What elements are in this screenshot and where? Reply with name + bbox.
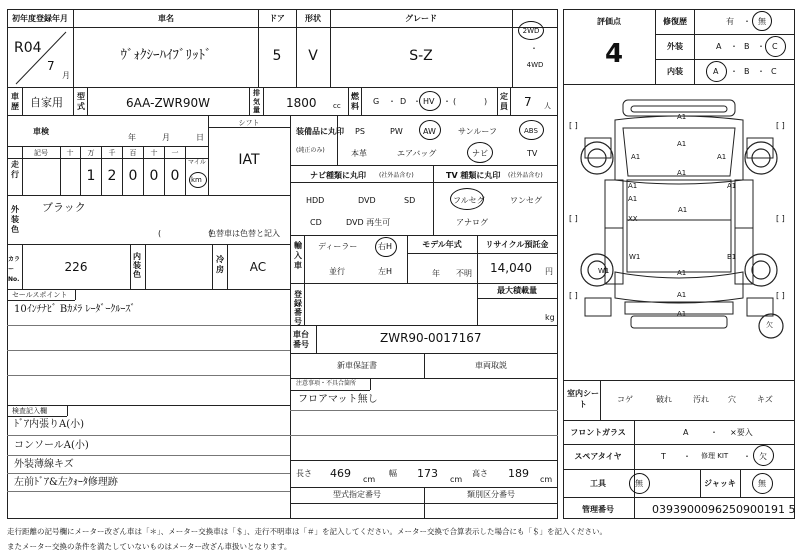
chassis-value: ZWR90-0017167 [380,331,482,345]
mark-5: A1 [677,169,687,177]
equip-abs: ABS [524,127,538,135]
footer-line-2: またメーター交換の条件を満たしていないものはメーター改ざん車扱いとなります。 [7,542,292,551]
mark-17: 欠 [766,321,773,329]
fuel-dot1: ・ [388,97,396,106]
ext-dot1: ・ [730,42,738,51]
ext-a: A [716,42,722,51]
tv-label: TV 種類に丸印 [446,171,501,180]
mark-9: A1 [727,182,737,190]
mileage-mile: マイル [188,159,206,166]
footer-line-1: 走行距離の記号欄にメーター改ざん車は「＊」、メーター交換車は「＄」、走行不明車は「＃」を記入してください。メーター交換で合算表示した場合にも「＄」を記入ください。 [7,527,607,536]
capacity-value: 7 [524,95,532,109]
equip-sunroof: サンルーフ [458,127,497,136]
navi-label: ナビ種類に丸印 [310,171,366,180]
model-year-unit: 年 [432,269,440,278]
first-reg-era: R04 [14,40,42,56]
shift-value: IAT [238,152,260,168]
height-value: 189 [508,467,529,480]
int-b: B [744,67,750,76]
fuel-g: G [373,97,380,106]
mileage-unit-6: 一 [171,149,179,157]
color-no-value: 226 [64,260,88,274]
car-name-value: ｳﾞｫｸｼｰﾊｲﾌﾞﾘｯﾄﾞ [120,48,212,63]
mileage-km: km [191,176,202,184]
int-dot1: ・ [730,67,738,76]
equip-pw: PW [390,127,403,136]
inspection-day-unit: 日 [196,133,204,142]
navi-sublabel: (社外品含む) [379,172,414,179]
repair-dot: ・ [743,17,751,26]
bracket-5: [ ] [569,291,578,300]
spare-missing: 欠 [759,452,767,461]
navi-dvd-play: DVD 再生可 [346,218,391,227]
tv-analog: アナログ [456,218,488,227]
fuel-paren-open: ( [453,97,457,106]
fuel-dot2: ・ [413,97,421,106]
repair-yes: 有 [726,17,734,26]
import-parallel: 並行 [329,267,345,276]
capacity-label: 定員 [500,92,508,111]
sales-text: 10ｲﾝﾁﾅﾋﾞ Bｶﾒﾗ ﾚｰﾀﾞｰｸﾙｰｽﾞ [14,304,136,315]
spare-dot1: ・ [683,452,691,461]
mark-13: B1 [727,253,737,261]
repair-label: 修復歴 [663,17,687,26]
width-label: 幅 [389,469,397,478]
glass-a: A [683,428,689,437]
bracket-2: [ ] [776,121,785,130]
mileage-unit-5: 十 [150,149,158,157]
mark-1: A1 [677,113,687,121]
exterior-label: 外装 [667,42,683,51]
disp-unit: cc [333,102,341,110]
bracket-3: [ ] [569,214,578,223]
model-value: 6AA-ZWR90W [125,96,211,110]
inspector-line-2: コンソールA(小) [14,440,89,451]
int-dot2: ・ [757,67,765,76]
seat-burn: コゲ [617,395,633,404]
jack-value: 無 [758,479,766,488]
tools-value: 無 [635,479,643,488]
door-label: ドア [269,14,285,23]
equipment-label: 装備品に丸印 [296,127,344,136]
shape-value: V [308,48,318,64]
import-dealer: ディーラー [318,242,358,251]
car-diagram [565,88,793,378]
rating-label: 評価点 [597,17,621,26]
left-form-frame [7,9,558,519]
repair-no: 無 [758,17,766,26]
glass-label: フロントガラス [570,428,626,437]
import-right: 右H [378,242,393,251]
mileage-digit-2: 2 [107,168,117,184]
navi-cd: CD [310,218,322,227]
fuel-dot3: ・ [443,97,451,106]
ext-color-paren: ( ) [158,229,213,238]
model-year-label: モデル年式 [422,240,462,249]
warranty-manual: 車両取説 [475,361,507,370]
disp-label: 排気量 [253,89,260,114]
mileage-digit-3: 0 [128,168,138,184]
recycle-label: リサイクル預託金 [485,240,549,249]
recycle-value: 14,040 [490,261,532,275]
length-unit: cm [363,475,376,484]
length-label: 長さ [296,469,312,478]
fuel-label: 燃料 [351,92,359,111]
inspector-line-1: ﾄﾞｱ内張りA(小) [14,419,85,430]
type-no-label: 型式指定番号 [333,490,381,499]
width-unit: cm [450,475,463,484]
mileage-label: 走行 [11,160,19,179]
equip-tv: TV [527,149,538,158]
width-value: 173 [417,467,438,480]
grade-value: S-Z [409,48,433,64]
equip-ps: PS [355,127,365,136]
seat-hole: 穴 [728,395,736,404]
fuel-hv: HV [423,97,435,106]
navi-sd: SD [404,196,416,205]
use-value: 自家用 [30,96,63,109]
bracket-1: [ ] [569,121,578,130]
use-label: 車歴 [11,92,19,111]
spare-t: T [661,452,666,461]
import-left: 左H [378,267,393,276]
mark-2: A1 [677,140,687,148]
fuel-d: D [400,97,407,106]
bracket-4: [ ] [776,214,785,223]
length-value: 469 [330,467,351,480]
mileage-unit-2: 万 [87,149,95,157]
mileage-digit-1: 1 [86,168,96,184]
model-year-unknown: 不明 [456,269,472,278]
mgmt-label: 管理番号 [582,505,614,514]
first-reg-month-unit: 月 [62,71,70,80]
disp-value: 1800 [286,96,317,110]
height-label: 高さ [472,469,488,478]
color-no-label: カラーNo. [8,256,21,283]
mark-7: A1 [628,195,638,203]
mileage-code-label: 記号 [34,149,48,157]
reg-no-label: 登録番号 [294,290,302,326]
drive-4wd: 4WD [526,61,544,69]
equip-aw: AW [423,127,436,136]
door-value: 5 [272,48,282,64]
ext-c: C [772,42,778,51]
weight-unit: kg [545,313,555,322]
drive-dot: ・ [530,44,538,53]
grade-label: グレード [405,14,437,23]
mark-14: A1 [677,269,687,277]
tv-sublabel: (社外品含む) [508,172,543,179]
mileage-unit-4: 百 [129,149,137,157]
inspection-month-unit: 月 [162,133,170,142]
int-c: C [771,67,777,76]
equip-airbag: エアバッグ [397,149,437,158]
tv-oneseg: ワンセグ [510,196,542,205]
fuel-paren-close: ) [484,97,488,106]
mark-12: W1 [598,267,610,275]
shift-label: シフト [238,119,260,127]
ext-color-label: 外装色 [11,205,19,234]
mileage-unit-3: 千 [108,149,116,157]
int-color-label: 内装色 [133,252,141,279]
inspector-line-4: 左前ﾄﾞｱ&左ｸｫｰﾀ修理跡 [14,477,118,488]
inspector-line-3: 外装薄線キズ [14,459,74,470]
shape-label: 形状 [305,14,321,23]
ext-color-value: ブラック [42,201,86,214]
seat-scratch: キズ [757,395,773,404]
navi-hdd: HDD [306,196,325,205]
inspection-label: 車検 [33,127,49,136]
ext-color-note: 色替車は色替と記入 [208,229,280,238]
int-a: A [713,67,719,76]
seat-label: 室内シート [567,389,599,409]
spare-dot2: ・ [743,452,751,461]
spare-label: スペアタイヤ [574,452,622,461]
ext-dot2: ・ [757,42,765,51]
equip-navi: ナビ [472,149,488,158]
car-name-label: 車名 [158,14,174,23]
glass-dot: ・ [710,428,718,437]
mark-8: A1 [678,206,688,214]
bracket-6: [ ] [776,291,785,300]
mark-6: A1 [628,182,638,190]
mark-15: A1 [677,291,687,299]
inspection-year-unit: 年 [128,133,136,142]
first-reg-label: 初年度登録年月 [12,14,68,23]
sales-label: セールスポイント [12,291,68,299]
seat-tear: 破れ [656,395,672,404]
mileage-digit-4: 0 [149,168,159,184]
ac-label: 冷房 [216,255,224,274]
model-label: 型式 [77,92,85,111]
chassis-label: 車台番号 [293,330,309,349]
class-no-label: 類別区分番号 [467,490,515,499]
inspector-label: 検査記入欄 [12,407,47,415]
drive-2wd: 2WD [522,27,540,35]
tv-fullseg: フルセグ [453,196,485,205]
ext-b: B [744,42,750,51]
notes-text: フロアマット無し [298,394,378,405]
seat-dirt: 汚れ [693,395,709,404]
mark-3: A1 [631,153,641,161]
weight-label: 最大積載量 [497,286,537,295]
interior-label: 内装 [667,67,683,76]
mark-11: W1 [629,253,641,261]
first-reg-month: 7 [47,59,55,73]
import-label: 輸入車 [294,241,302,270]
mileage-unit-1: 十 [66,149,74,157]
navi-dvd: DVD [358,196,376,205]
mgmt-value: 0393900096250900191 5 [652,503,796,516]
ac-value: AC [249,260,267,274]
mark-16: A1 [677,310,687,318]
recycle-unit: 円 [545,267,553,276]
notes-label: 注意事項・不具合箇所 [296,380,357,387]
warranty-new: 新車保証書 [337,361,377,370]
mark-10: XX [628,215,638,223]
jack-label: ジャッキ [704,479,736,488]
glass-replace: ×要入 [730,428,753,437]
equip-leather: 本革 [351,149,367,158]
rating-score: 4 [604,39,624,69]
capacity-unit: 人 [544,102,551,110]
mileage-digit-5: 0 [170,168,180,184]
height-unit: cm [540,475,553,484]
mark-4: A1 [717,153,727,161]
tools-label: 工具 [590,479,606,488]
equipment-sublabel: (純正のみ) [296,147,325,154]
spare-kit: 修理 KIT [701,452,729,460]
